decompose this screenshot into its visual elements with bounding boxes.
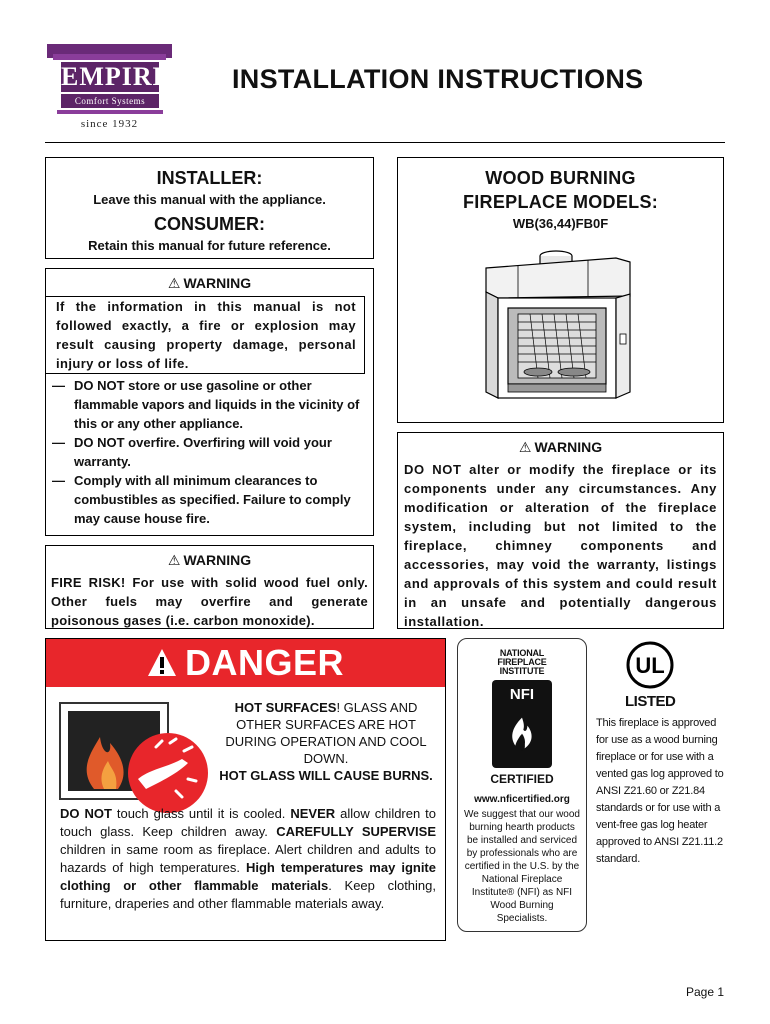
fireplace-illustration <box>478 248 638 408</box>
installer-consumer-box <box>45 157 374 259</box>
logo-since: since 1932 <box>80 118 139 130</box>
hot-glass-text: HOT GLASS WILL CAUSE BURNS. <box>219 768 433 783</box>
header-rule <box>45 142 725 143</box>
nfi-title-line1: NATIONAL <box>499 648 545 658</box>
danger-triangle-icon <box>147 648 177 678</box>
danger-body-run: touch glass until it is cooled. <box>111 806 291 821</box>
nfi-title-line2: FIREPLACE <box>497 657 547 667</box>
danger-body-run: DO NOT <box>60 806 112 821</box>
installer-heading: INSTALLER: <box>156 168 263 188</box>
warning-box-3 <box>397 432 724 629</box>
models-heading-line2: FIREPLACE MODELS: <box>462 192 659 212</box>
danger-body-run: NEVER <box>290 806 336 821</box>
hot-surfaces-rest: ! GLASS AND OTHER SURFACES ARE HOT DURING OPERATION AND COOL DOWN. <box>225 700 427 766</box>
warning-list-item: — Comply with all minimum clearances to combustibles as specified. Failure to comply may cause house fire. <box>52 473 351 526</box>
consumer-text: Retain this manual for future reference. <box>88 238 331 253</box>
logo-subtitle: Comfort Systems <box>61 94 159 108</box>
warning-header-3 <box>398 433 723 460</box>
hot-surfaces-lead: HOT SURFACES <box>234 700 337 715</box>
nfi-title <box>458 649 586 676</box>
models-box <box>397 157 724 423</box>
nfi-url[interactable]: www.nficertified.org <box>474 794 570 805</box>
warning-item-text: Comply with all minimum clearances to combustibles as specified. Failure to comply may cause house fire. <box>74 473 351 526</box>
danger-header <box>46 639 445 687</box>
nfi-certified-label: CERTIFIED <box>490 772 554 786</box>
warning-lead-text: If the information in this manual is not followed exactly, a fire or explosion may result causing property damage, personal injury or loss of life. <box>56 299 356 371</box>
danger-body-run: High temperatures may ignite clothing or other flammable materials <box>60 860 436 893</box>
warning-triangle-icon: ⚠ <box>167 552 181 568</box>
warning-list-item: — DO NOT store or use gasoline or other flammable vapors and liquids in the vicinity of this or any other appliance. <box>52 378 360 431</box>
hot-surfaces-text <box>211 699 441 784</box>
nfi-title-line3: INSTITUTE <box>499 666 545 676</box>
models-heading-line1: WOOD BURNING <box>485 168 636 188</box>
warning-label-1: WARNING <box>183 275 252 291</box>
logo-top-bar-2 <box>53 54 166 60</box>
warning-text-2: FIRE RISK! For use with solid wood fuel only. Other fuels may overfire and generate poisonous gases (i.e. carbon monoxide). <box>51 575 368 628</box>
logo-brand: EMPIRE <box>61 62 171 91</box>
warning-text-3: DO NOT alter or modify the fireplace or its components under any circumstances. Any modification or alteration of the fireplace system, including but not limited to the fireplace, chimney components and accessories, may void the warranty, listings and approvals of this system and could result in an unsafe and potentially dangerous installation. <box>404 462 717 629</box>
empire-logo <box>47 44 172 136</box>
page-title: INSTALLATION INSTRUCTIONS <box>232 64 644 94</box>
warning-label-2: WARNING <box>183 552 252 568</box>
warning-header-1 <box>46 269 373 296</box>
ul-logo-icon <box>625 640 675 690</box>
warning-item-text: DO NOT overfire. Overfiring will void your warranty. <box>74 435 332 469</box>
model-number: WB(36,44)FB0F <box>512 216 609 231</box>
nfi-description: We suggest that our wood burning hearth products be installed and serviced by professionals who are certified in the U.S. by the National Fireplace Institute® (NFI) as NFI Wood Burning Specialists. <box>464 809 580 924</box>
logo-bottom-bar <box>57 110 163 114</box>
warning-triangle-icon: ⚠ <box>518 439 532 455</box>
models-heading <box>398 166 723 214</box>
installer-text: Leave this manual with the appliance. <box>93 192 326 207</box>
danger-body-run: children in same room as fireplace. Alert children and adults to hazards of high temperatures. <box>60 842 436 875</box>
danger-body-run: allow children to touch glass. Keep children away. <box>60 806 437 839</box>
ul-listed-label: LISTED <box>625 693 676 710</box>
warning-box-2 <box>45 545 374 629</box>
warning-list-item: — DO NOT overfire. Overfiring will void your warranty. <box>52 435 332 469</box>
nfi-certified-box <box>457 638 587 932</box>
svg-text:UL: UL <box>635 653 665 678</box>
warning-item-text: DO NOT store or use gasoline or other flammable vapors and liquids in the vicinity of this or any other appliance. <box>74 378 360 431</box>
nfi-badge <box>492 680 552 768</box>
danger-body-run: CAREFULLY SUPERVISE <box>276 824 436 839</box>
ul-approval-text: This fireplace is approved for use as a wood burning fireplace or for use with a vented gas log approved to ANSI Z21.60 or Z21.84 standards or for use with a vent-free gas log heater approved to ANSI Z21.11.2 standard. <box>596 717 724 865</box>
danger-label: DANGER <box>184 642 344 683</box>
danger-body-text <box>60 805 436 913</box>
flame-icon <box>502 708 542 762</box>
warning-list <box>46 376 373 528</box>
warning-triangle-icon: ⚠ <box>167 275 181 291</box>
warning-label-3: WARNING <box>534 439 603 455</box>
consumer-heading: CONSUMER: <box>154 214 265 234</box>
nfi-badge-text: NFI <box>509 686 535 703</box>
danger-box <box>45 638 446 941</box>
page-number: Page 1 <box>686 985 725 999</box>
warning-lead-frame <box>46 296 365 374</box>
warning-box-1 <box>45 268 374 536</box>
warning-header-2 <box>46 546 373 573</box>
danger-body-run: . Keep clothing, furniture, draperies and other flammable materials away. <box>60 878 436 911</box>
